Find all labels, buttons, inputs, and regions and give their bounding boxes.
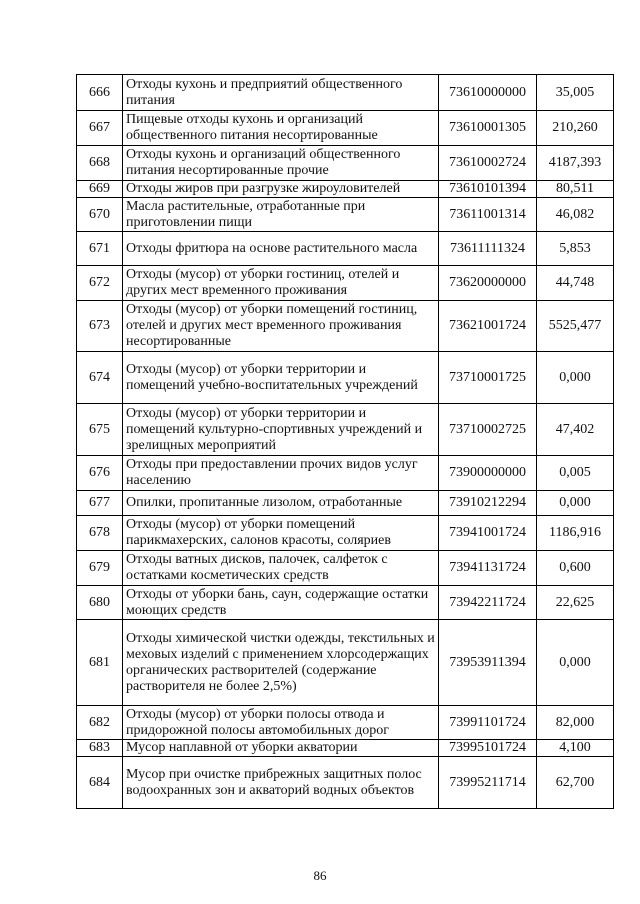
waste-amount: 80,511 xyxy=(537,181,614,198)
table-row xyxy=(77,551,614,586)
fkko-code: 73910212294 xyxy=(439,491,537,516)
page-number: 86 xyxy=(313,868,327,883)
fkko-code: 73611111324 xyxy=(439,232,537,266)
table-row xyxy=(77,757,614,809)
waste-table-body xyxy=(77,75,614,809)
fkko-code: 73942211724 xyxy=(439,586,537,620)
waste-amount: 5,853 xyxy=(537,232,614,266)
row-number: 683 xyxy=(77,740,123,757)
fkko-code: 73710002725 xyxy=(439,404,537,456)
table-row xyxy=(77,456,614,491)
table-row xyxy=(77,181,614,198)
waste-amount: 0,000 xyxy=(537,620,614,706)
waste-name: Отходы жиров при разгрузке жироуловителей xyxy=(123,181,439,198)
table-row xyxy=(77,198,614,232)
waste-amount: 0,000 xyxy=(537,491,614,516)
fkko-code: 73621001724 xyxy=(439,301,537,352)
waste-name: Отходы кухонь и организаций общественного питания несортированные прочие xyxy=(123,146,439,181)
fkko-code: 73995211714 xyxy=(439,757,537,809)
row-number: 678 xyxy=(77,516,123,551)
waste-name: Отходы кухонь и предприятий общественного питания xyxy=(123,75,439,111)
waste-amount: 62,700 xyxy=(537,757,614,809)
table-row xyxy=(77,491,614,516)
table-row xyxy=(77,75,614,111)
waste-name: Отходы (мусор) от уборки территории и помещений культурно-спортивных учреждений и зрелищных мероприятий xyxy=(123,404,439,456)
fkko-code: 73995101724 xyxy=(439,740,537,757)
table-row xyxy=(77,516,614,551)
row-number: 681 xyxy=(77,620,123,706)
waste-amount: 4,100 xyxy=(537,740,614,757)
waste-amount: 82,000 xyxy=(537,706,614,740)
table-row xyxy=(77,740,614,757)
row-number: 672 xyxy=(77,266,123,301)
fkko-code: 73991101724 xyxy=(439,706,537,740)
fkko-code: 73953911394 xyxy=(439,620,537,706)
waste-name: Отходы (мусор) от уборки гостиниц, отелей и других мест временного проживания xyxy=(123,266,439,301)
waste-amount: 0,005 xyxy=(537,456,614,491)
row-number: 670 xyxy=(77,198,123,232)
waste-name: Отходы (мусор) от уборки помещений парикмахерских, салонов красоты, соляриев xyxy=(123,516,439,551)
table-row xyxy=(77,620,614,706)
row-number: 669 xyxy=(77,181,123,198)
row-number: 671 xyxy=(77,232,123,266)
waste-name: Отходы (мусор) от уборки полосы отвода и придорожной полосы автомобильных дорог xyxy=(123,706,439,740)
waste-amount: 44,748 xyxy=(537,266,614,301)
waste-name: Мусор при очистке прибрежных защитных полос водоохранных зон и акваторий водных объектов xyxy=(123,757,439,809)
waste-name: Отходы химической чистки одежды, текстильных и меховых изделий с применением хлорсодержащих органических растворителей (содержание растворителя не более 2,5%) xyxy=(123,620,439,706)
waste-name: Масла растительные, отработанные при приготовлении пищи xyxy=(123,198,439,232)
waste-amount: 47,402 xyxy=(537,404,614,456)
table-row xyxy=(77,266,614,301)
waste-amount: 0,000 xyxy=(537,352,614,404)
fkko-code: 73611001314 xyxy=(439,198,537,232)
waste-name: Отходы фритюра на основе растительного масла xyxy=(123,232,439,266)
row-number: 667 xyxy=(77,111,123,146)
table-row xyxy=(77,586,614,620)
waste-name: Опилки, пропитанные лизолом, отработанные xyxy=(123,491,439,516)
row-number: 666 xyxy=(77,75,123,111)
waste-name: Пищевые отходы кухонь и организаций общественного питания несортированные xyxy=(123,111,439,146)
waste-name: Мусор наплавной от уборки акватории xyxy=(123,740,439,757)
table-row xyxy=(77,301,614,352)
fkko-code: 73941131724 xyxy=(439,551,537,586)
waste-amount: 46,082 xyxy=(537,198,614,232)
waste-name: Отходы ватных дисков, палочек, салфеток с остатками косметических средств xyxy=(123,551,439,586)
row-number: 676 xyxy=(77,456,123,491)
row-number: 674 xyxy=(77,352,123,404)
fkko-code: 73610002724 xyxy=(439,146,537,181)
fkko-code: 73620000000 xyxy=(439,266,537,301)
row-number: 675 xyxy=(77,404,123,456)
waste-name: Отходы (мусор) от уборки помещений гостиниц, отелей и других мест временного проживания несортированные xyxy=(123,301,439,352)
waste-amount: 1186,916 xyxy=(537,516,614,551)
waste-amount: 0,600 xyxy=(537,551,614,586)
table-row xyxy=(77,404,614,456)
waste-amount: 210,260 xyxy=(537,111,614,146)
waste-amount: 22,625 xyxy=(537,586,614,620)
waste-name: Отходы (мусор) от уборки территории и помещений учебно-воспитательных учреждений xyxy=(123,352,439,404)
waste-table xyxy=(76,74,614,809)
row-number: 673 xyxy=(77,301,123,352)
waste-name: Отходы при предоставлении прочих видов услуг населению xyxy=(123,456,439,491)
fkko-code: 73610001305 xyxy=(439,111,537,146)
waste-amount: 4187,393 xyxy=(537,146,614,181)
fkko-code: 73610101394 xyxy=(439,181,537,198)
table-row xyxy=(77,146,614,181)
fkko-code: 73710001725 xyxy=(439,352,537,404)
fkko-code: 73610000000 xyxy=(439,75,537,111)
fkko-code: 73941001724 xyxy=(439,516,537,551)
fkko-code: 73900000000 xyxy=(439,456,537,491)
waste-amount: 5525,477 xyxy=(537,301,614,352)
row-number: 680 xyxy=(77,586,123,620)
row-number: 679 xyxy=(77,551,123,586)
table-row xyxy=(77,352,614,404)
row-number: 677 xyxy=(77,491,123,516)
table-row xyxy=(77,706,614,740)
table-row xyxy=(77,111,614,146)
row-number: 682 xyxy=(77,706,123,740)
table-row xyxy=(77,232,614,266)
row-number: 668 xyxy=(77,146,123,181)
waste-amount: 35,005 xyxy=(537,75,614,111)
waste-name: Отходы от уборки бань, саун, содержащие остатки моющих средств xyxy=(123,586,439,620)
row-number: 684 xyxy=(77,757,123,809)
